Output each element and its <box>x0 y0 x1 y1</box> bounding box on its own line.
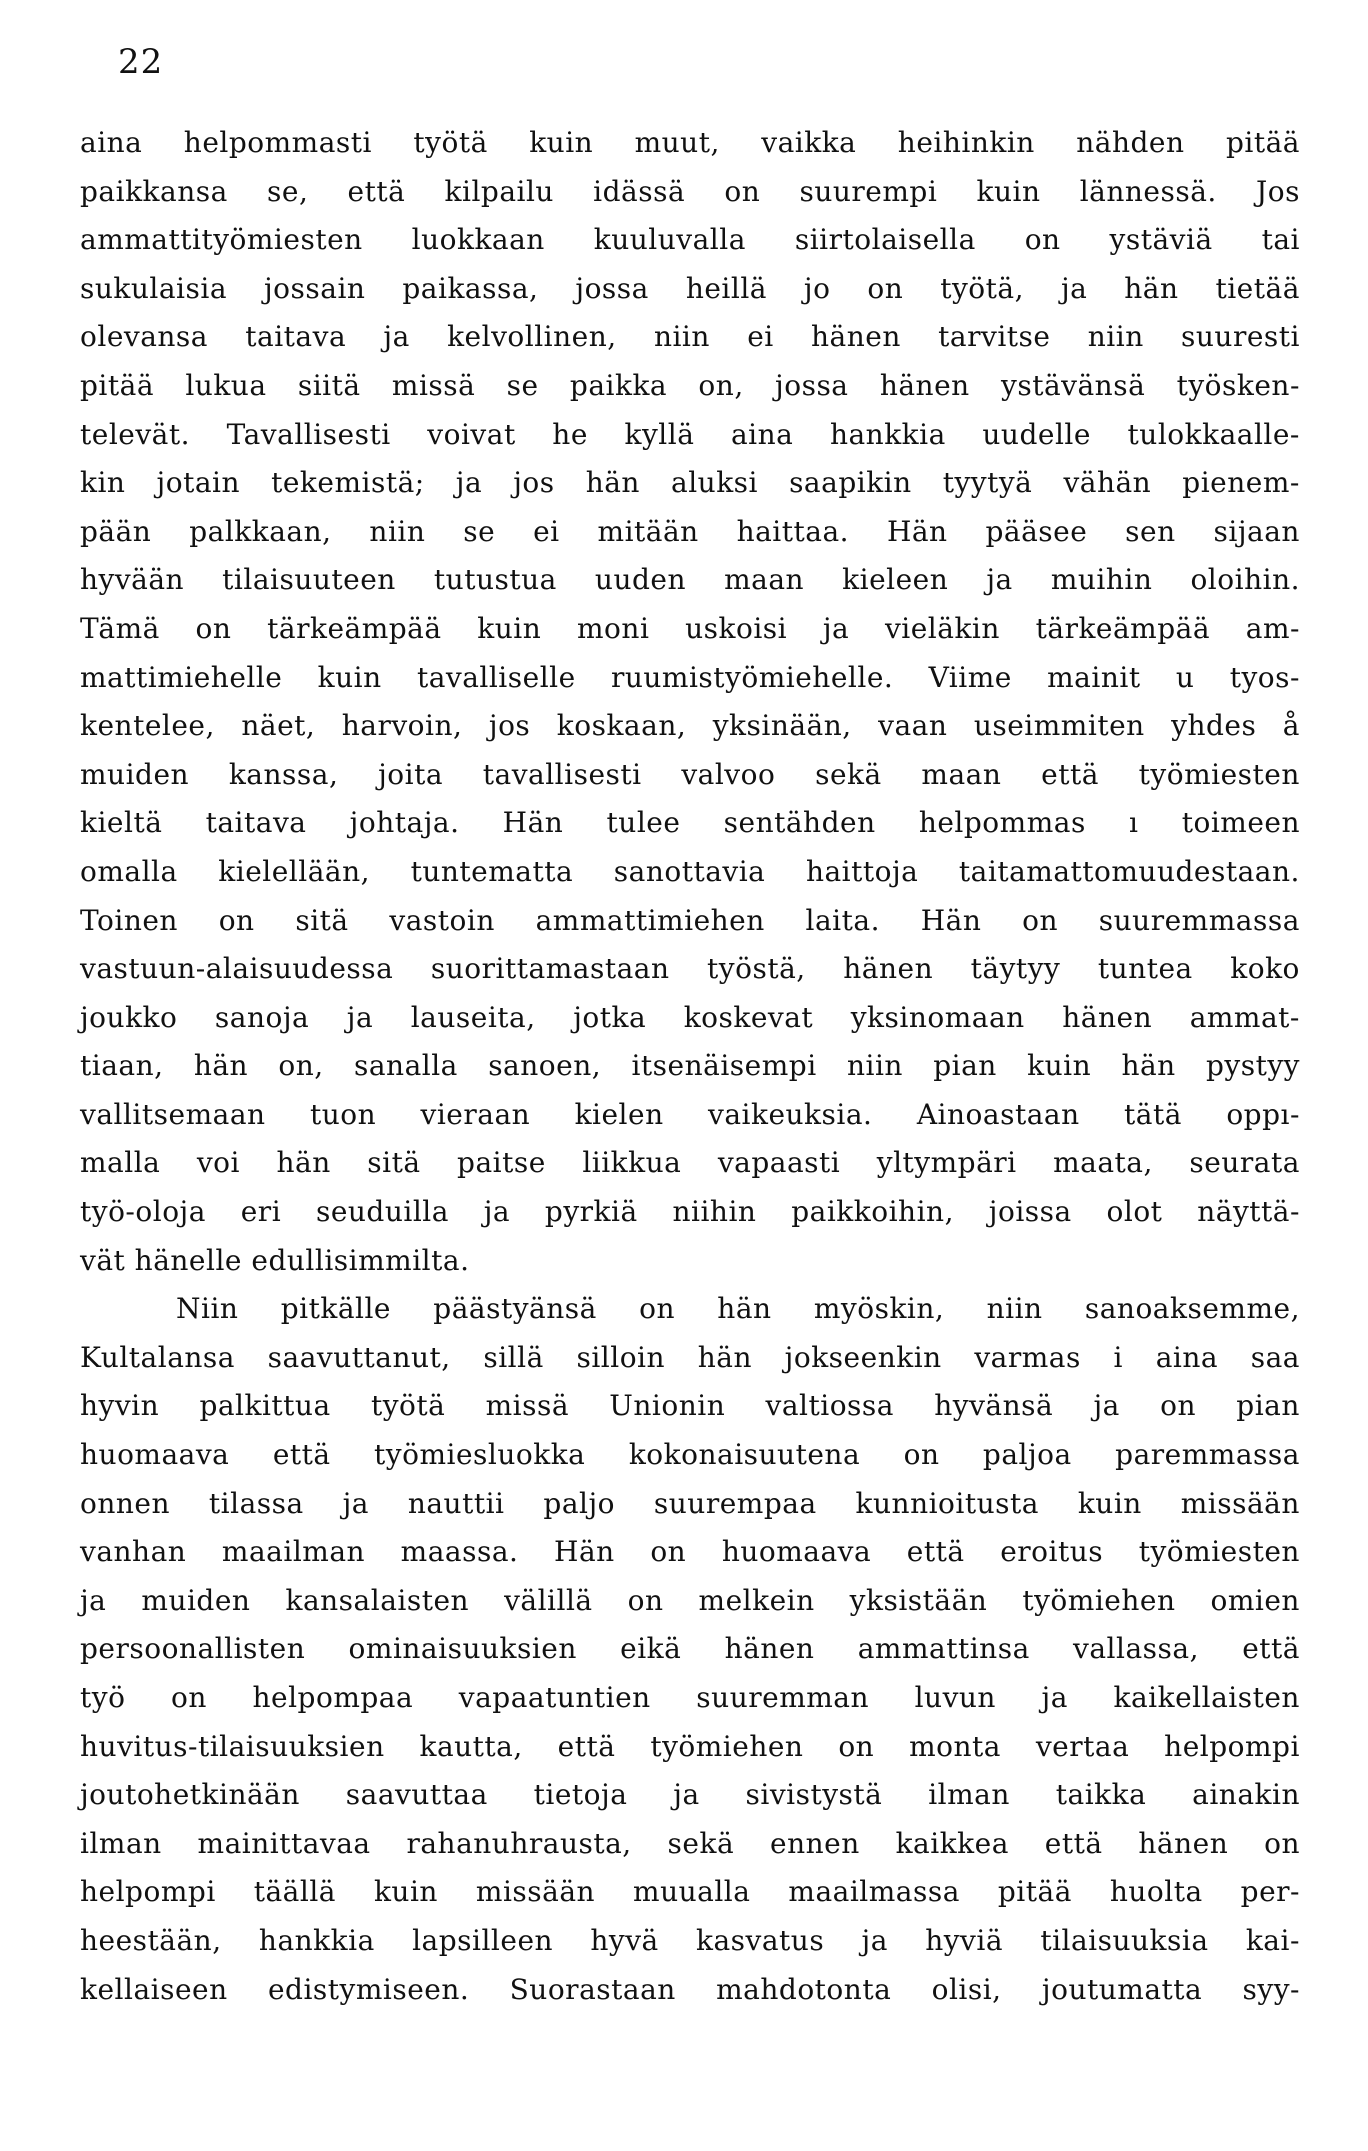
text-line: vät hänelle edullisimmilta. <box>80 1243 470 1277</box>
text-line: Kultalansa saavuttanut, sillä silloin hän jokseenkin varmas i aina saa <box>80 1340 1300 1374</box>
text-line: ammattityömiesten luokkaan kuuluvalla siirtolaisella on ystäviä tai <box>80 223 1300 257</box>
text-line: ilman mainittavaa rahanuhrausta, sekä ennen kaikkea että hänen on <box>80 1826 1300 1860</box>
text-line: onnen tilassa ja nauttii paljo suurempaa kunnioitusta kuin missään <box>80 1486 1300 1520</box>
text-line: malla voi hän sitä paitse liikkua vapaasti yltympäri maata, seurata <box>80 1146 1300 1180</box>
text-line: olevansa taitava ja kelvollinen, niin ei hänen tarvitse niin suuresti <box>80 320 1300 354</box>
text-line: persoonallisten ominaisuuksien eikä hänen ammattinsa vallassa, että <box>80 1632 1300 1666</box>
text-line: vanhan maailman maassa. Hän on huomaava että eroitus työmiesten <box>80 1535 1300 1569</box>
text-line: aina helpommasti työtä kuin muut, vaikka heihinkin nähden pitää <box>80 126 1300 159</box>
text-line: hyvin palkittua työtä missä Unionin valtiossa hyvänsä ja on pian <box>80 1389 1300 1423</box>
text-line: kieltä taitava johtaja. Hän tulee sentähden helpommas ı toimeen <box>80 806 1300 840</box>
text-line: huvitus-tilaisuuksien kautta, että työmiehen on monta vertaa helpompi <box>80 1729 1300 1763</box>
text-line: kellaiseen edistymiseen. Suorastaan mahdotonta olisi, joutumatta syy- <box>80 1972 1300 2006</box>
text-line: helpompi täällä kuin missään muualla maailmassa pitää huolta per- <box>80 1875 1300 1909</box>
text-line: heestään, hankkia lapsilleen hyvä kasvatus ja hyviä tilaisuuksia kai- <box>80 1923 1300 1957</box>
text-line: sukulaisia jossain paikassa, jossa heillä jo on työtä, ja hän tietää <box>80 271 1300 305</box>
text-line: Niin pitkälle päästyänsä on hän myöskin, niin sanoaksemme, <box>176 1292 1300 1326</box>
text-line: kin jotain tekemistä; ja jos hän aluksi saapikin tyytyä vähän pienem- <box>80 466 1300 500</box>
text-line: joukko sanoja ja lauseita, jotka koskevat yksinomaan hänen ammat- <box>80 1000 1300 1034</box>
text-line: tiaan, hän on, sanalla sanoen, itsenäisempi niin pian kuin hän pystyy <box>80 1049 1300 1083</box>
text-line: omalla kielellään, tuntematta sanottavia haittoja taitamattomuudestaan. <box>80 854 1300 888</box>
text-line: hyvään tilaisuuteen tutustua uuden maan kieleen ja muihin oloihin. <box>80 563 1300 597</box>
text-line: vastuun-alaisuudessa suorittamastaan työstä, hänen täytyy tuntea koko <box>80 952 1300 986</box>
text-line: pitää lukua siitä missä se paikka on, jossa hänen ystävänsä työsken- <box>80 368 1300 402</box>
text-line: Toinen on sitä vastoin ammattimiehen laita. Hän on suuremmassa <box>80 903 1300 937</box>
text-line: ja muiden kansalaisten välillä on melkein yksistään työmiehen omien <box>80 1583 1300 1617</box>
text-line: mattimiehelle kuin tavalliselle ruumistyömiehelle. Viime mainit u tyos- <box>80 660 1300 694</box>
text-line: televät. Tavallisesti voivat he kyllä aina hankkia uudelle tulokkaalle- <box>80 417 1300 451</box>
text-line: kentelee, näet, harvoin, jos koskaan, yksinään, vaan useimmiten yhdes å <box>80 709 1300 743</box>
text-line: joutohetkinään saavuttaa tietoja ja sivistystä ilman taikka ainakin <box>80 1778 1300 1812</box>
text-line: Tämä on tärkeämpää kuin moni uskoisi ja vieläkin tärkeämpää am- <box>80 611 1300 645</box>
text-line: paikkansa se, että kilpailu idässä on suurempi kuin lännessä. Jos <box>80 174 1300 208</box>
text-line: vallitsemaan tuon vieraan kielen vaikeuksia. Ainoastaan tätä oppı- <box>80 1097 1300 1131</box>
text-line: työ on helpompaa vapaatuntien suuremman luvun ja kaikellaisten <box>80 1681 1300 1714</box>
text-line: työ-oloja eri seuduilla ja pyrkiä niihin paikkoihin, joissa olot näyttä- <box>80 1195 1300 1229</box>
text-line: pään palkkaan, niin se ei mitään haittaa. Hän pääsee sen sijaan <box>80 514 1300 548</box>
page-number: 22 <box>118 42 164 82</box>
body-text <box>80 119 1300 2014</box>
text-line: huomaava että työmiesluokka kokonaisuutena on paljoa paremmassa <box>80 1438 1300 1472</box>
text-line: muiden kanssa, joita tavallisesti valvoo sekä maan että työmiesten <box>80 757 1300 791</box>
